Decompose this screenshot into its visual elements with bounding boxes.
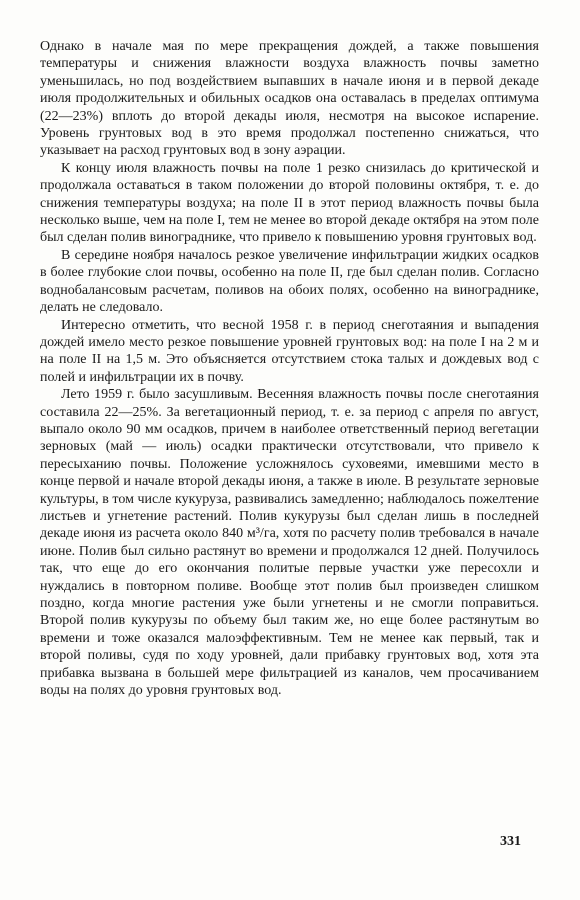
paragraph-1: Однако в начале мая по мере прекращения дождей, а также повышения температуры и снижения влажности воздуха влажность почвы заметно уменьшилась, но под воздействием выпавших в начале июня и в первой декаде июля продолжительных и обильных осадков она оставалась в пределах оптимума (22—23%) вплоть до второй декады июля, несмотря на высокое испарение. Уровень грунтовых вод в это время продолжал постепенно снижаться, что указывает на расход грунтовых вод в зону аэрации.	[40, 39, 539, 159]
paragraph-2: К концу июля влажность почвы на поле 1 резко снизилась до критической и продолжала оставаться в таком положении до второй половины октября, т. е. до снижения температуры воздуха; на поле II в этот период влажность почвы была несколько выше, чем на поле I, тем не менее во второй декаде октября на этом поле был сделан полив винограднике, что привело к повышению уровня грунтовых вод.	[40, 160, 540, 246]
paragraph-4: Интересно отметить, что весной 1958 г. в период снеготаяния и выпадения дождей имело место резкое повышение уровней грунтовых вод: на поле I на 2 м и на поле II на 1,5 м. Это объясняется отсутствием стока талых и дождевых вод с полей и инфильтрации их в почву.	[40, 317, 539, 385]
page-number: 331	[500, 834, 521, 849]
paragraph-3: В середине ноября началось резкое увеличение инфильтрации жидких осадков в более глубокие слои почвы, особенно на поле II, где был сделан полив. Согласно воднобалансовым расчетам, поливов на обоих полях, особенно на винограднике, делать не следовало.	[40, 247, 539, 316]
paragraph-5: Лето 1959 г. было засушливым. Весенняя влажность почвы после снеготаяния составила 22—25%. За вегетационный период, т. е. за период с апреля по август, выпало около 90 мм осадков, причем в наиболее ответственный период вегетации зерновых (май — июль) осадки практически отсутствовали, что привело к пересыханию почвы. Положение усложнялось суховеями, имевшими место в конце первой и начале второй декады июня, а также в июле. В результате зерновые культуры, в том числе кукуруза, развивались замедленно; наблюдалось пожелтение листьев и угнетение растений. Полив кукурузы был сделан лишь в последней декаде июня из расчета около 840 м³/га, хотя по расчету полив требовался в начале июне. Полив был сильно растянут во времени и продолжался 12 дней. Получилось так, что еще до его окончания политые первые участки уже пересохли и нуждались в повторном поливе. Вообще этот полив был произведен слишком поздно, когда многие растения уже были угнетены и не смогли поправиться. Второй полив кукурузы по объему был таким же, но еще более растянутым во времени и тоже оказался малоэффективным. Тем не менее как первый, так и второй поливы, судя по ходу уровней, дали прибавку грунтовых вод, хотя эта прибавка вызвана в большей мере фильтрацией из каналов, чем просачиванием воды на полях до уровня грунтовых вод.	[40, 387, 539, 699]
body-text	[40, 38, 539, 699]
